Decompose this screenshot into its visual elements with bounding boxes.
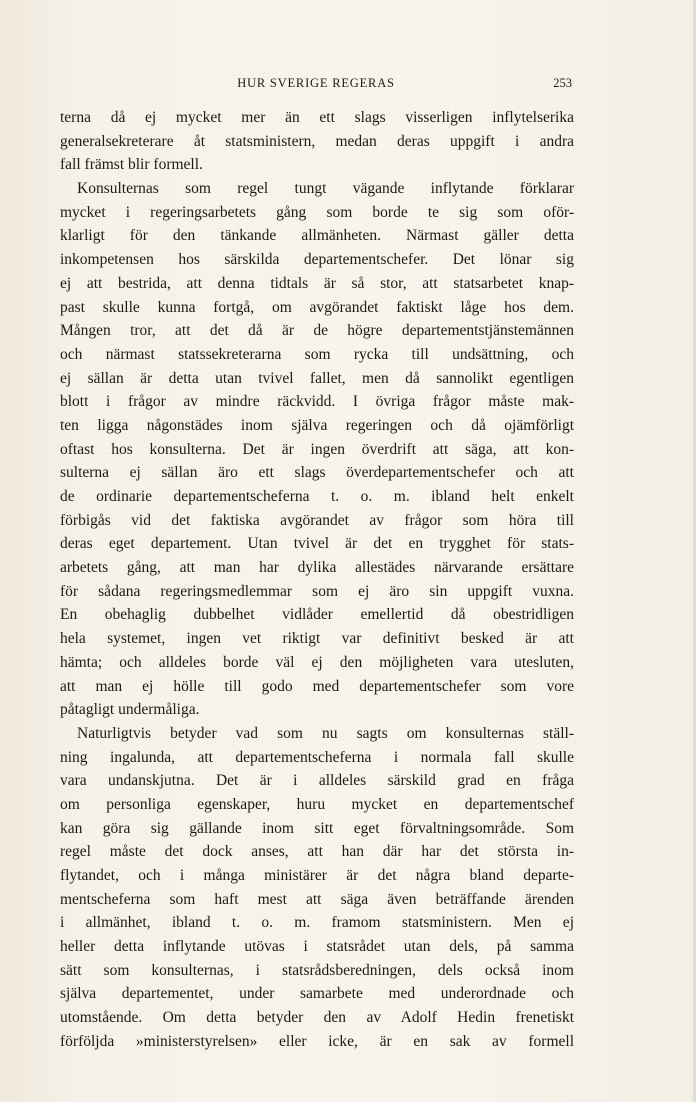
text-line: klarligt för den tänkande allmänheten. Närmast gäller detta — [60, 227, 574, 245]
body-text — [60, 106, 574, 1054]
text-line: En obehaglig dubbelhet vidlåder emellertid då obestridligen — [60, 606, 574, 624]
text-line: vara undanskjutna. Det är i alldeles särskild grad en fråga — [60, 772, 574, 790]
text-line: blott i frågor av mindre räckvidd. I övriga frågor måste mak- — [60, 393, 574, 411]
text-line: oftast hos konsulterna. Det är ingen överdrift att säga, att kon- — [60, 440, 574, 458]
text-line: i allmänhet, ibland t. o. m. framom statsministern. Men ej — [60, 914, 574, 932]
text-line: hela systemet, ingen vet riktigt var definitivt besked är att — [60, 630, 574, 648]
text-line: ej sällan är detta utan tvivel fallet, men då sannolikt egentligen — [60, 369, 574, 387]
text-line: och närmast statssekreterarna som rycka till undsättning, och — [60, 345, 574, 363]
text-line: förföljda »ministerstyrelsen» eller icke, är en sak av formell — [60, 1032, 574, 1050]
text-line: generalsekreterare åt statsministern, medan deras uppgift i andra — [60, 132, 574, 150]
text-line: regel måste det dock anses, att han där har det största in- — [60, 843, 574, 861]
running-title: HUR SVERIGE REGERAS — [237, 76, 395, 90]
text-line: om personliga egenskaper, huru mycket en departementschef — [60, 795, 574, 813]
text-line: påtagligt undermåliga. — [60, 701, 200, 719]
page-header — [60, 74, 572, 94]
text-line: ten ligga någonstädes inom själva regeringen och då ojämförligt — [60, 416, 574, 434]
text-line: inkompetensen hos särskilda departementschefer. Det lönar sig — [60, 251, 574, 269]
text-line: deras eget departement. Utan tvivel är det en trygghet för stats- — [60, 535, 574, 553]
text-line: för sådana regeringsmedlemmar som ej äro sin uppgift vuxna. — [60, 582, 574, 600]
text-line: sulterna ej sällan äro ett slags överdepartementschefer och att — [60, 464, 574, 482]
text-line: hämta; och alldeles borde väl ej den möjligheten vara utesluten, — [60, 653, 574, 671]
text-line: kan göra sig gällande inom sitt eget förvaltningsområde. Som — [60, 819, 574, 837]
text-line: arbetets gång, att man har dylika allestädes närvarande ersättare — [60, 559, 574, 577]
text-line: terna då ej mycket mer än ett slags visserligen inflytelserika — [60, 109, 574, 126]
text-line: själva departementet, under samarbete med underordnade och — [60, 985, 574, 1003]
paragraph-start-line: Konsulternas som regel tungt vägande inflytande förklarar — [77, 180, 574, 198]
text-line: mycket i regeringsarbetets gång som borde te sig som oför- — [60, 203, 574, 221]
text-line: att man ej hölle till godo med departementschefer som vore — [60, 677, 574, 695]
text-line: flytandet, och i många ministärer är det några bland departe- — [60, 867, 574, 884]
text-line: utomstående. Om detta betyder den av Adolf Hedin frenetiskt — [60, 1009, 574, 1027]
text-line: förbigås vid det faktiska avgörandet av frågor som höra till — [60, 511, 574, 529]
text-line: fall främst blir formell. — [60, 156, 203, 174]
text-line: sätt som konsulternas, i statsrådsberedningen, dels också inom — [60, 961, 574, 979]
text-line: past skulle kunna fortgå, om avgörandet faktiskt låge hos dem. — [60, 298, 574, 316]
page-number: 253 — [553, 76, 572, 90]
text-line: mentscheferna som haft mest att säga även beträffande ärenden — [60, 890, 574, 908]
text-line: ning ingalunda, att departementscheferna i normala fall skulle — [60, 748, 574, 766]
paragraph-start-line: Naturligtvis betyder vad som nu sagts om konsulternas ställ- — [77, 724, 574, 742]
text-line: Mången tror, att det då är de högre departementstjänstemännen — [60, 322, 574, 340]
text-line: heller detta inflytande utövas i statsrådet utan dels, på samma — [60, 938, 574, 956]
text-line: de ordinarie departementscheferna t. o. m. ibland helt enkelt — [60, 488, 574, 505]
text-line: ej att bestrida, att denna tidtals är så stor, att statsarbetet knap- — [60, 274, 574, 292]
